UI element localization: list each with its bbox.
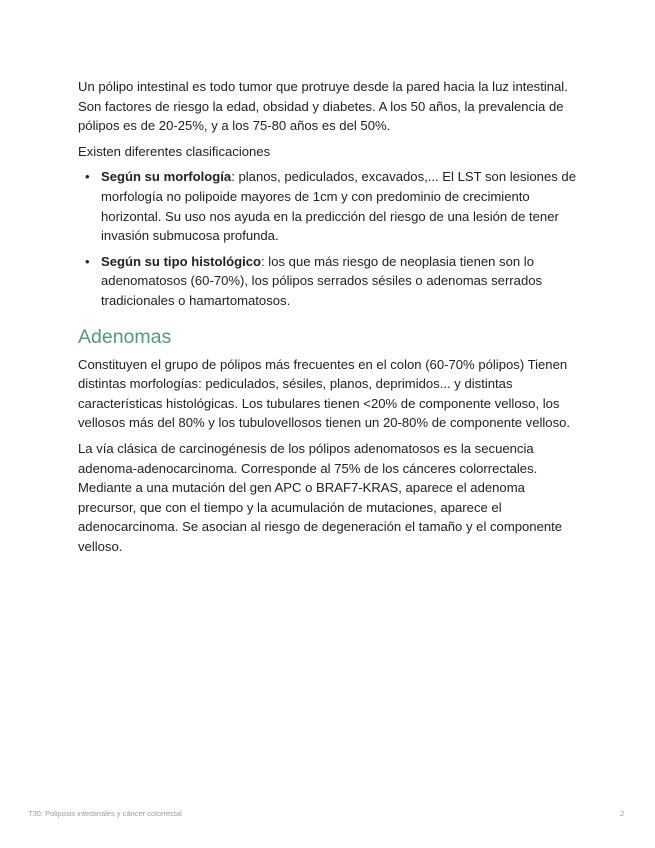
list-item-morphology: [85, 167, 583, 245]
adenomas-paragraph-2: La vía clásica de carcinogénesis de los pólipos adenomatosos es la secuencia adenoma-adenocarcinoma. Corresponde al 75% de los cánceres colorrectales. Mediante a una mutación del gen APC o BRAF7-KRAS, aparece el adenoma precursor, que con el tiempo y la acumulación de mutaciones, aparece el adenocarcinoma. Se asocian al riesgo de degeneración el tamaño y el componente velloso.: [78, 440, 563, 554]
adenomas-paragraph-1: Constituyen el grupo de pólipos más frecuentes en el colon (60-70% pólipos) Tienen distintas morfologías: pediculados, sésiles, planos, deprimidos... y distintas características histológicas. Los tubulares tienen <20% de componente velloso, los vellosos más del 80% y los tubulovellosos tienen un 20-80% de componente velloso.: [78, 356, 571, 431]
classifications-intro: Existen diferentes clasificaciones: [78, 143, 271, 159]
list-item-histology: [85, 252, 583, 311]
list-item-term: Según su tipo histológico: [101, 253, 262, 269]
classification-list: [78, 167, 583, 310]
list-item-text: : los que más riesgo de neoplasia tienen son lo adenomatosos (60-70%), los pólipos serrados sésiles o adenomas serrados tradicionales o hamartomatosos.: [101, 253, 543, 308]
section-heading-adenomas: Adenomas: [78, 325, 172, 348]
page-number: 2: [620, 809, 625, 818]
list-item-term: Según su morfología: [101, 169, 232, 185]
bullet-icon: •: [85, 169, 90, 185]
list-item-text: : planos, pediculados, excavados,... El LST son lesiones de morfología no polipoide mayores de 1cm y con predominio de crecimiento horizontal. Su uso nos ayuda en la predicción del riesgo de una lesión de tener invasión submucosa profunda.: [101, 169, 576, 244]
bullet-icon: •: [85, 253, 90, 269]
page-content: [78, 77, 583, 556]
footer-title: T30: Poliposis intestinales y cáncer colorrectal: [28, 809, 182, 818]
intro-paragraph: Un pólipo intestinal es todo tumor que protruye desde la pared hacia la luz intestinal. Son factores de riesgo la edad, obsidad y diabetes. A los 50 años, la prevalencia de pólipos es de 20-25%, y a los 75-80 años es del 50%.: [78, 79, 568, 134]
